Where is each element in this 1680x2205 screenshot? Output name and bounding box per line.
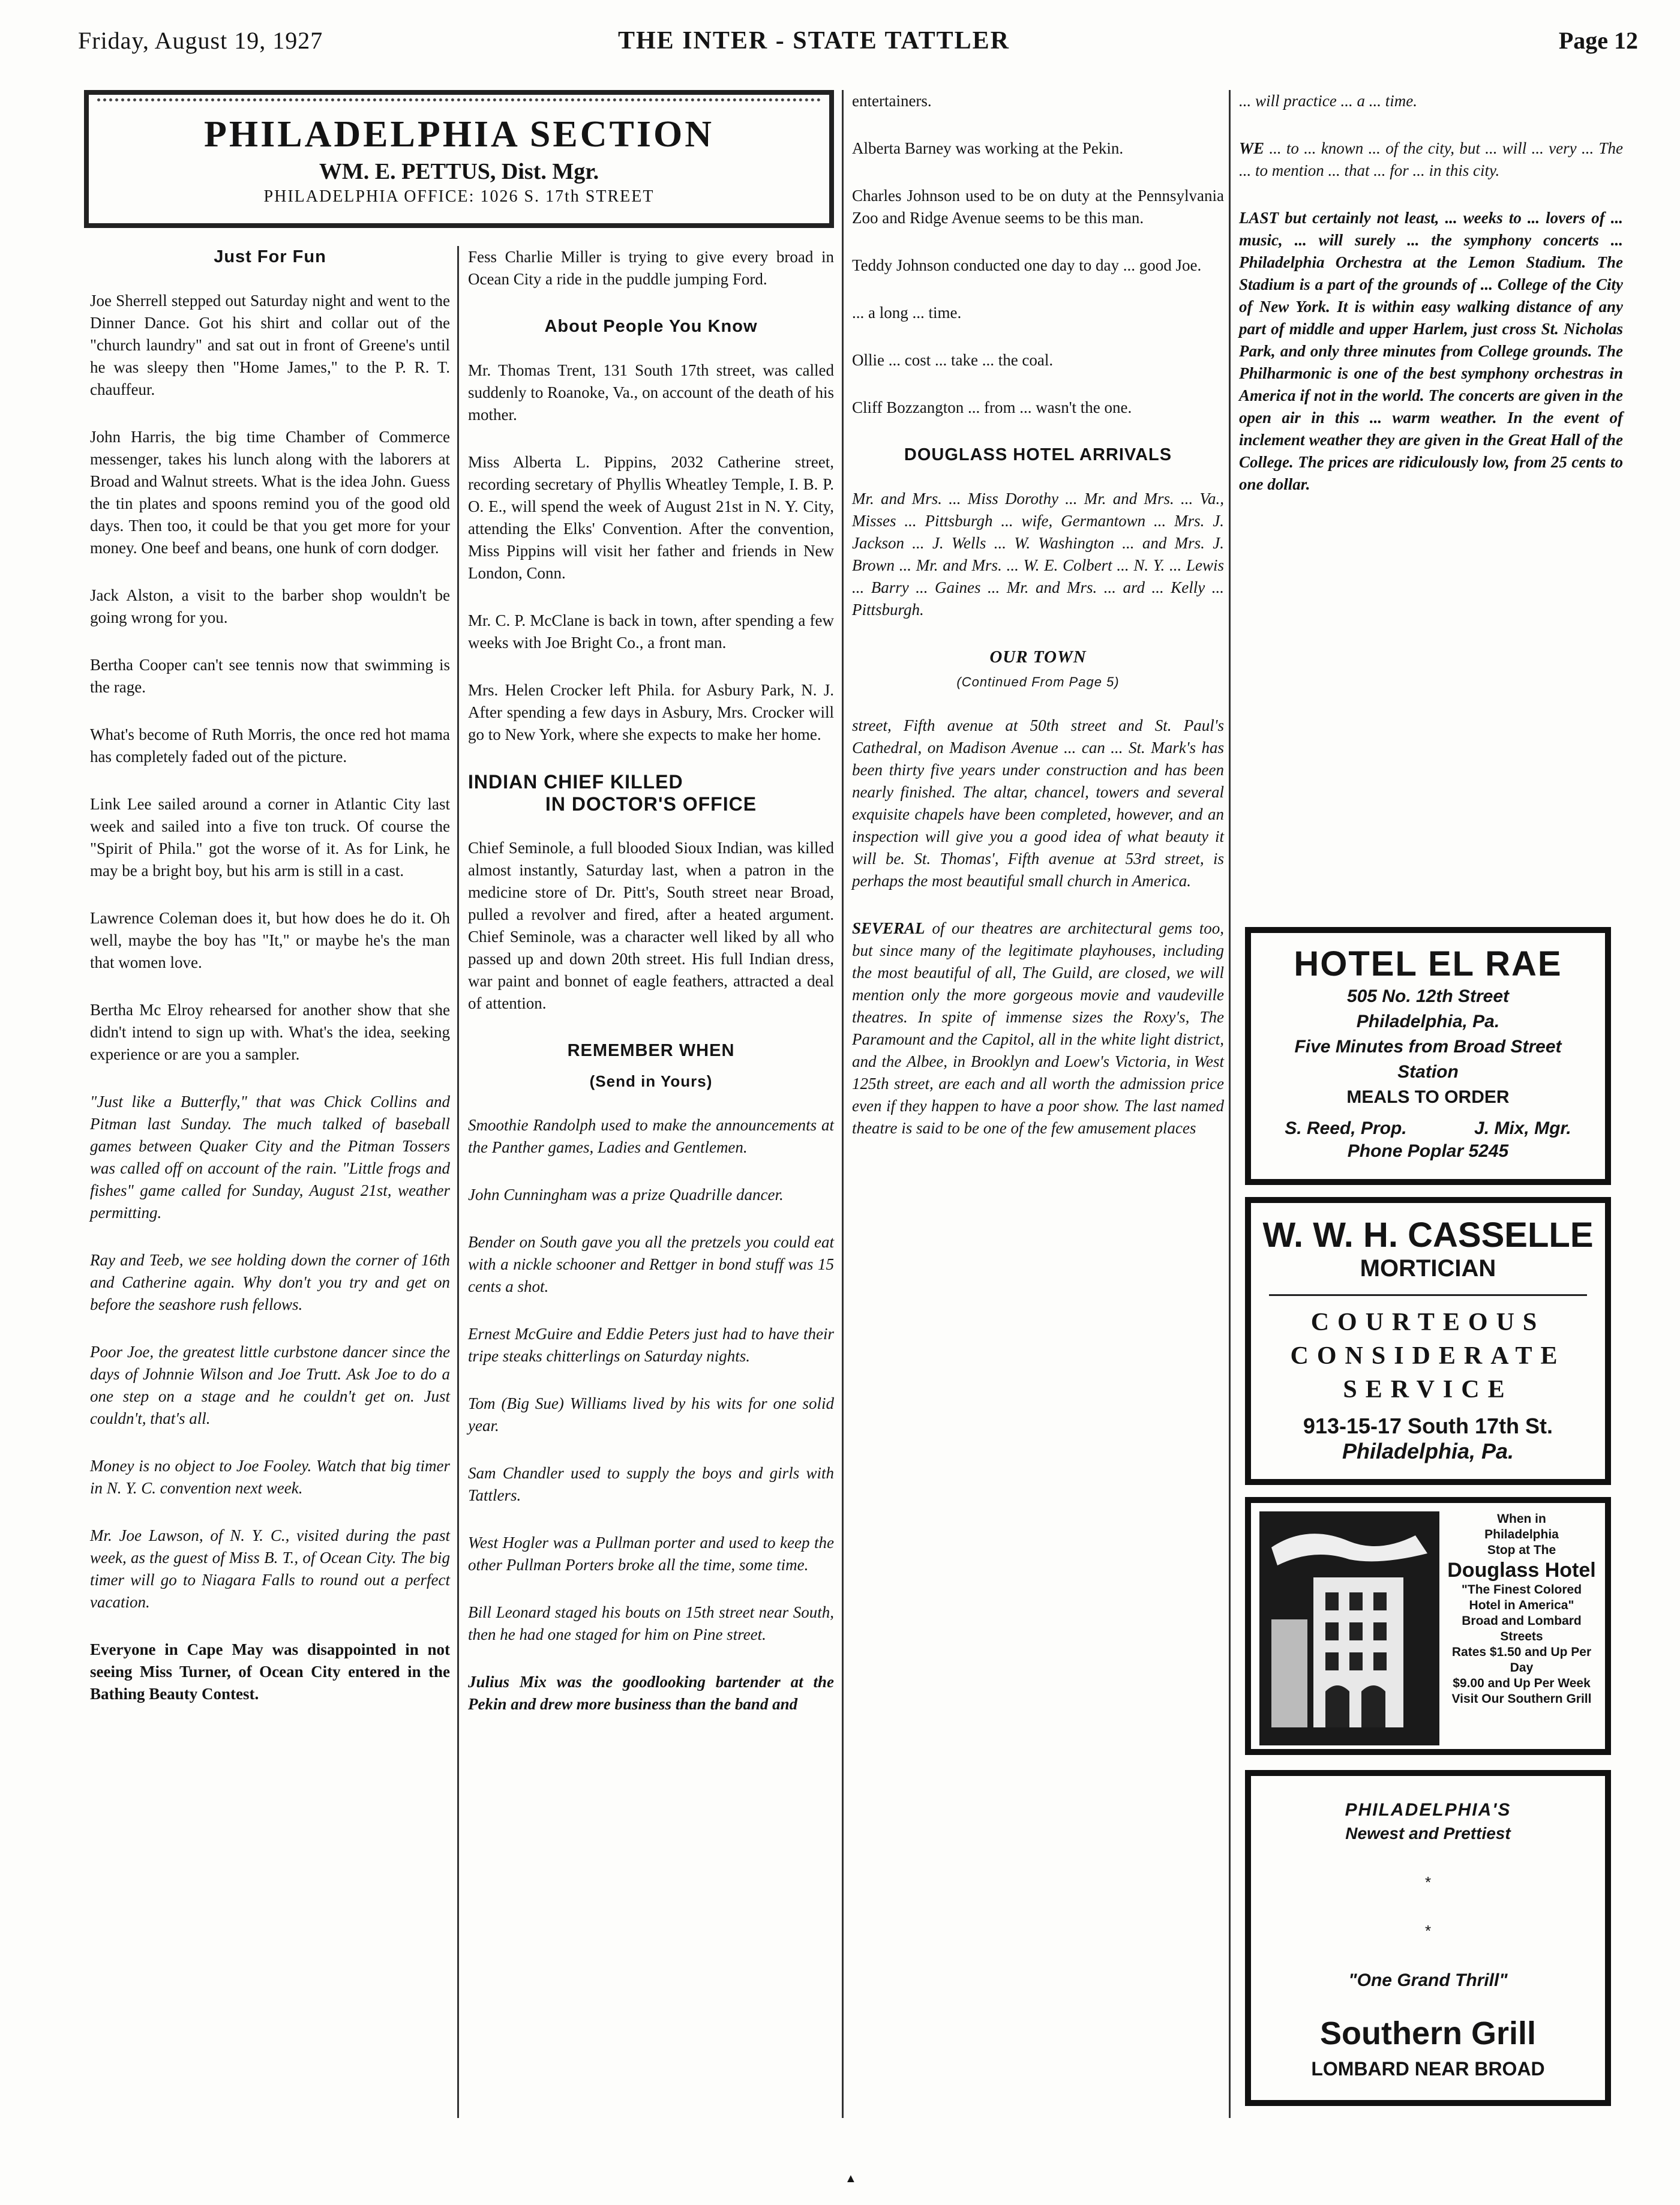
story-body: [852, 917, 1224, 1139]
news-item: Cliff Bozzangton ... from ... wasn't the one.: [852, 398, 1132, 416]
news-item: Tom (Big Sue) Williams lived by his wits for one solid year.: [468, 1394, 834, 1435]
news-item: ... a long ... time.: [852, 304, 962, 322]
news-item: West Hogler was a Pullman porter and used to keep the other Pullman Porters broke all the time, some time.: [468, 1534, 834, 1574]
ad-text: Station: [1397, 1062, 1459, 1082]
ad-douglass-hotel: [1245, 1497, 1611, 1755]
ad-text: Five Minutes from Broad Street: [1294, 1037, 1562, 1057]
column-heading: DOUGLASS HOTEL ARRIVALS: [904, 445, 1172, 464]
news-item: Mr. C. P. McClane is back in town, after spending a few weeks with Joe Bright Co., a front man.: [468, 611, 834, 652]
ad-city: Philadelphia, Pa.: [1342, 1439, 1514, 1463]
ad-title: HOTEL EL RAE: [1294, 944, 1562, 983]
ad-text: COURTEOUS: [1310, 1309, 1546, 1336]
ad-text: PHILADELPHIA'S: [1345, 1800, 1511, 1820]
news-item: John Harris, the big time Chamber of Commerce messenger, takes his lunch along with the laborers at Broad and Walnut streets. What is the idea John. Guess the tin plates and spoons remind you of the good old days. Then too, it could be that you get more for your money. One beef and beans, one hunk of corn dodger.: [90, 428, 450, 557]
news-item: Teddy Johnson conducted one day to day ... good Joe.: [852, 256, 1202, 274]
news-item: Link Lee sailed around a corner in Atlantic City last week and sailed into a five ton truck. Of course the "Spirit of Phila." got the worse of it. As for Link, he may be a bright boy, but his arm is still in a cast.: [90, 795, 450, 880]
news-item: Joe Sherrell stepped out Saturday night and went to the Dinner Dance. Got his shirt and collar out of the "church laundry" and sat out in front of Greene's until he was sleepy then "Home James," to the P. R. T. chauffeur.: [90, 292, 450, 398]
ad-slogan: "One Grand Thrill": [1348, 1970, 1508, 1990]
news-item: Money is no object to Joe Fooley. Watch that big timer in N. Y. C. convention next week.: [90, 1457, 450, 1497]
news-item: [1239, 137, 1623, 182]
news-item: Bender on South gave you all the pretzels you could eat with a nickle schooner and Rettger in bond stuff was 15 cents a shot.: [468, 1233, 834, 1295]
news-item: Mr. Joe Lawson, of N. Y. C., visited during the past week, as the guest of Miss B. T., of Ocean City. The big timer will go to Niagara Falls to round out a perfect vacation.: [90, 1526, 450, 1611]
column-divider: [1229, 90, 1231, 2118]
ad-address: 913-15-17 South 17th St.: [1303, 1414, 1553, 1438]
ad-hotel-el-rae: [1245, 927, 1611, 1185]
column-heading: About People You Know: [544, 317, 758, 336]
news-item: entertainers.: [852, 92, 932, 110]
ad-text: $9.00 and Up Per Week: [1453, 1676, 1591, 1690]
news-item: Sam Chandler used to supply the boys and girls with Tattlers.: [468, 1464, 834, 1504]
page-mark-icon: ▲: [845, 2172, 857, 2185]
news-item: Ollie ... cost ... take ... the coal.: [852, 351, 1054, 369]
news-item: Smoothie Randolph used to make the announcements at the Panther games, Ladies and Gentlemen.: [468, 1116, 834, 1156]
story-text: ... to ... known ... of the city, but ... will ... very ... The ... to mention ... that ... for ... in this city.: [1239, 139, 1624, 179]
column-people: [468, 246, 834, 1741]
lead-word: WE: [1239, 139, 1265, 157]
column-right: [1239, 90, 1623, 521]
news-item: Jack Alston, a visit to the barber shop wouldn't be going wrong for you.: [90, 586, 450, 626]
ad-text: MEALS TO ORDER: [1346, 1087, 1510, 1107]
ad-text: SERVICE: [1343, 1376, 1513, 1403]
section-title: PHILADELPHIA SECTION: [203, 114, 714, 155]
ad-proprietor: S. Reed, Prop.: [1285, 1118, 1407, 1138]
ad-text: Visit Our Southern Grill: [1451, 1692, 1592, 1706]
section-header-box: [84, 90, 834, 228]
news-item: Miss Alberta L. Pippins, 2032 Catherine street, recording secretary of Phyllis Wheatley Temple, I. B. P. O. E., will spend the week of August 21st in N. Y. City, attending the Elks' Convention. After the convention, Miss Pippins will visit her father and friends in New London, Conn.: [468, 453, 834, 582]
ad-southern-grill: [1245, 1770, 1611, 2106]
column-heading: OUR TOWN: [989, 647, 1087, 667]
news-item: What's become of Ruth Morris, the once red hot mama has completely faded out of the picture.: [90, 725, 450, 766]
ad-manager: J. Mix, Mgr.: [1474, 1118, 1571, 1138]
news-item: Bertha Mc Elroy rehearsed for another show that she didn't intend to sign up with. What's the idea, seeking experience or are you a sampler.: [90, 1001, 450, 1063]
ad-casselle: [1245, 1197, 1611, 1485]
section-office: PHILADELPHIA OFFICE: 1026 S. 17th STREET: [263, 187, 655, 206]
divider: [1269, 1294, 1587, 1296]
column-subheading: (Continued From Page 5): [956, 674, 1120, 689]
ad-text: Philadelphia: [1484, 1528, 1559, 1541]
news-item: Ernest McGuire and Eddie Peters just had to have their tripe steaks chitterlings on Saturday nights.: [468, 1325, 834, 1365]
ad-douglass-text: [1439, 1511, 1597, 1741]
ad-address: 505 No. 12th Street: [1346, 986, 1510, 1006]
ad-address: LOMBARD NEAR BROAD: [1311, 2058, 1545, 2080]
story-headline-2: IN DOCTOR'S OFFICE: [545, 793, 757, 815]
story-text: of our theatres are architectural gems too, but since many of the legitimate playhouses, including the most beautiful of all, The Guild, are closed, we will mention only the more gorgeous movie and vaudeville theatres. In spite of immense sizes the Roxy's, The Paramount and the Capitol, all in the white light district, and the Albee, in Brooklyn and Loew's Victoria, in West 125th street, are each and all worth the admission price even if they happen to have a poor show. The last named theatre is said to be one of the few amusement places: [852, 919, 1224, 1137]
hotel-building-illustration: [1259, 1511, 1439, 1745]
ad-text: Stop at The: [1487, 1543, 1556, 1557]
news-item: [1239, 207, 1623, 496]
ad-text: CONSIDERATE: [1290, 1342, 1566, 1370]
ad-phone: Phone Poplar 5245: [1347, 1141, 1509, 1161]
news-item: Ray and Teeb, we see holding down the corner of 16th and Catherine again. Why don't you try and get on before the seashore rush fellows.: [90, 1251, 450, 1313]
ad-staff: [1251, 1118, 1605, 1139]
news-item: Alberta Barney was working at the Pekin.: [852, 139, 1124, 157]
star-icon: *: [1424, 1873, 1432, 1891]
news-item: Charles Johnson used to be on duty at the Pennsylvania Zoo and Ridge Avenue seems to be this man.: [852, 187, 1224, 227]
masthead: [78, 26, 1638, 62]
column-just-for-fun: [90, 246, 450, 1730]
ad-subtitle: MORTICIAN: [1360, 1255, 1496, 1282]
news-item: Lawrence Coleman does it, but how does he do it. Oh well, maybe the boy has "It," or maybe he's the man that women love.: [90, 909, 450, 971]
column-heading: REMEMBER WHEN: [567, 1041, 735, 1060]
decorative-border: [97, 98, 821, 110]
ad-text: "The Finest Colored Hotel in America": [1461, 1583, 1582, 1612]
news-item: "Just like a Butterfly," that was Chick Collins and Pitman last Sunday. The much talked of baseball games between Quaker City and the Pitman Tossers was called off on account of the rain. "Little frogs and fishes" game called for Sunday, August 21st, weather permitting.: [90, 1093, 450, 1222]
ad-text: When in: [1497, 1512, 1546, 1526]
column-arrivals: [852, 90, 1224, 1165]
ad-text: Rates $1.50 and Up Per Day: [1451, 1645, 1592, 1675]
lead-word: LAST: [1239, 209, 1279, 227]
news-item: Everyone in Cape May was disappointed in not seeing Miss Turner, of Ocean City entered in the Bathing Beauty Contest.: [90, 1640, 450, 1703]
story-body: Chief Seminole, a full blooded Sioux Indian, was killed almost instantly, Saturday last, when a patron in the medicine store of Dr. Pitt's, South street near Broad, pulled a revolver and fired, after a heated argument. Chief Seminole, was a character well liked by all who passed up and down 20th street. His full Indian dress, war paint and bonnet of eagle feathers, attracted a deal of attention.: [468, 839, 834, 1012]
news-item: Fess Charlie Miller is trying to give every broad in Ocean City a ride in the puddle jumping Ford.: [468, 248, 834, 288]
news-item: Bertha Cooper can't see tennis now that swimming is the rage.: [90, 656, 450, 696]
arrivals-list: Mr. and Mrs. ... Miss Dorothy ... Mr. and Mrs. ... Va., Misses ... Pittsburgh ... wife, Germantown ... Mrs. J. Jackson ... J. Wells ... W. Washington ... and Mrs. J. Brown ... Mr. and Mrs. ... W. E. Colbert ... N. Y. ... Lewis ... Barry ... Gaines ... Mr. and Mrs. ... ard ... Kelly ... Pittsburgh.: [852, 490, 1224, 619]
ad-text: Newest and Prettiest: [1345, 1824, 1511, 1843]
page-number: Page 12: [1558, 27, 1638, 54]
column-divider: [842, 90, 844, 2118]
newspaper-name: THE INTER - STATE TATTLER: [618, 27, 1010, 55]
news-item: Julius Mix was the goodlooking bartender at the Pekin and drew more business than the band and: [468, 1673, 834, 1713]
ad-title: Southern Grill: [1319, 2015, 1537, 2051]
star-icon: *: [1424, 1922, 1432, 1940]
section-manager: WM. E. PETTUS, Dist. Mgr.: [319, 159, 599, 184]
ad-title: W. W. H. CASSELLE: [1262, 1216, 1594, 1255]
story-headline: INDIAN CHIEF KILLED: [468, 771, 683, 793]
ad-title: Douglass Hotel: [1447, 1559, 1596, 1582]
column-subheading: (Send in Yours): [589, 1072, 713, 1090]
column-divider: [457, 246, 459, 2118]
news-item: Bill Leonard staged his bouts on 15th street near South, then he had one staged for him on Pine street.: [468, 1603, 834, 1643]
news-item: Mr. Thomas Trent, 131 South 17th street, was called suddenly to Roanoke, Va., on account of the death of his mother.: [468, 361, 834, 424]
ad-city: Philadelphia, Pa.: [1356, 1012, 1500, 1031]
story-text: but certainly not least, ... weeks to ... lovers of ... music, ... will surely ... the symphony concerts ... Philadelphia Orchestra at the Lemon Stadium. The Stadium is a part of the grounds of ... College of the City of New York. It is within easy walking distance of any part of middle and upper Harlem, just cross St. Nicholas Park, and only three minutes from College grounds. The Philharmonic is one of the best symphony orchestras in America if not in the world. The concerts are given in the open air in this ... warm weather. In the event of inclement weather they are given in the Great Hall of the College. The prices are ridiculously low, from 25 cents to one dollar.: [1239, 209, 1623, 493]
news-item: ... will practice ... a ... time.: [1239, 92, 1417, 110]
lead-word: SEVERAL: [852, 919, 925, 937]
news-item: Mrs. Helen Crocker left Phila. for Asbury Park, N. J. After spending a few days in Asbury, Mrs. Crocker will go to New York, where she expects to make her home.: [468, 681, 834, 743]
news-item: John Cunningham was a prize Quadrille dancer.: [468, 1186, 784, 1204]
news-item: Poor Joe, the greatest little curbstone dancer since the days of Johnnie Wilson and Joe Trutt. Ask Joe to do a one step on a stage and he couldn't get on. Just couldn't, that's all.: [90, 1343, 450, 1427]
ad-text: Broad and Lombard Streets: [1462, 1614, 1582, 1643]
issue-date: Friday, August 19, 1927: [78, 27, 323, 54]
story-body: street, Fifth avenue at 50th street and St. Paul's Cathedral, on Madison Avenue ... can ... St. Mark's has been thirty five years under construction and has been nearly finished. The altar, chancel, towers and several exquisite chapels have been completed, however, and an inspection will give you a good idea of what beauty it will be. St. Thomas', Fifth avenue at 53rd street, is perhaps the most beautiful small church in America.: [852, 716, 1224, 890]
column-heading: Just For Fun: [214, 247, 326, 266]
hotel-building-icon: [1259, 1511, 1439, 1745]
